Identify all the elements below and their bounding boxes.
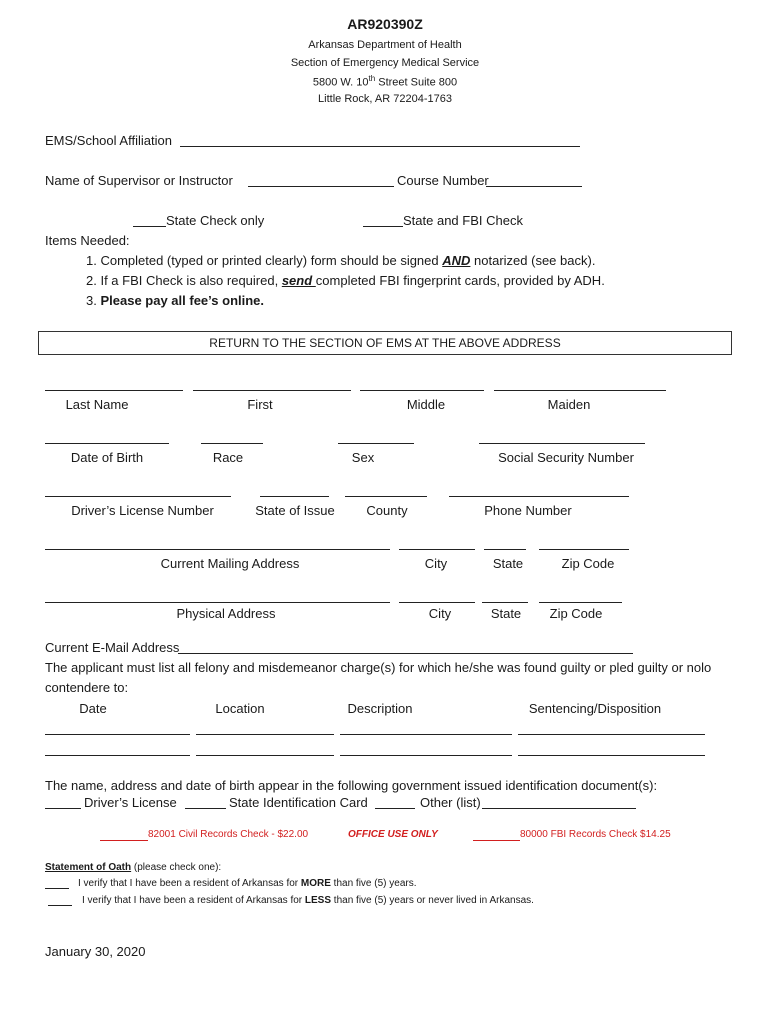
felony-sentencing-field-2[interactable] <box>518 755 705 756</box>
felony-col-sentencing: Sentencing/Disposition <box>528 701 662 716</box>
oath-check-note: (please check one): <box>131 862 222 873</box>
oath-more-text <box>78 878 417 889</box>
oath-more-post: than five (5) years. <box>330 878 417 889</box>
item-1-pre: 1. Completed (typed or printed clearly) form should be signed <box>86 253 443 268</box>
oath-less-text <box>82 895 534 906</box>
mailing-state-field[interactable] <box>484 549 526 550</box>
dob-label: Date of Birth <box>70 450 144 465</box>
affiliation-field[interactable] <box>180 146 580 147</box>
supervisor-field[interactable] <box>248 186 394 187</box>
item-3 <box>86 293 264 308</box>
mailing-address-label: Current Mailing Address <box>160 556 300 571</box>
sex-field[interactable] <box>338 443 414 444</box>
oath-more-emphasis: MORE <box>300 878 331 889</box>
street-address-pre: 5800 W. 10 <box>312 76 369 89</box>
last-name-label: Last Name <box>65 397 129 412</box>
first-name-field[interactable] <box>193 390 351 391</box>
state-fbi-check-label: State and FBI Check <box>403 213 523 228</box>
civil-check-blank[interactable] <box>100 840 148 841</box>
other-id-label: Other (list) <box>420 795 481 810</box>
civil-records-check: 82001 Civil Records Check - $22.00 <box>148 829 309 840</box>
affiliation-label: EMS/School Affiliation <box>45 133 172 148</box>
physical-state-label: State <box>490 606 522 621</box>
email-field[interactable] <box>178 653 633 654</box>
oath-title: Statement of Oath <box>45 862 132 873</box>
item-2-emphasis: send <box>281 273 316 288</box>
dob-field[interactable] <box>45 443 169 444</box>
dl-id-label: Driver’s License <box>84 795 177 810</box>
ssn-field[interactable] <box>479 443 645 444</box>
felony-location-field-2[interactable] <box>196 755 334 756</box>
physical-zip-label: Zip Code <box>549 606 603 621</box>
state-fbi-check-blank[interactable] <box>363 226 403 227</box>
state-check-blank[interactable] <box>133 226 166 227</box>
felony-location-field-1[interactable] <box>196 734 334 735</box>
street-address <box>0 74 770 89</box>
felony-col-date: Date <box>79 701 107 716</box>
county-field[interactable] <box>345 496 427 497</box>
city-address: Little Rock, AR 72204-1763 <box>318 93 452 105</box>
physical-state-field[interactable] <box>482 602 528 603</box>
email-label: Current E-Mail Address <box>45 640 180 655</box>
physical-address-label: Physical Address <box>176 606 276 621</box>
supervisor-label: Name of Supervisor or Instructor <box>45 173 233 188</box>
oath-heading <box>45 862 221 873</box>
felony-description-field-2[interactable] <box>340 755 512 756</box>
phone-field[interactable] <box>449 496 629 497</box>
mailing-city-field[interactable] <box>399 549 475 550</box>
sex-label: Sex <box>351 450 375 465</box>
county-label: County <box>366 503 408 518</box>
physical-city-label: City <box>428 606 452 621</box>
felony-text-line-2: contendere to: <box>45 680 129 695</box>
physical-city-field[interactable] <box>399 602 475 603</box>
physical-zip-field[interactable] <box>539 602 622 603</box>
felony-col-description: Description <box>347 701 413 716</box>
state-of-issue-label: State of Issue <box>255 503 335 518</box>
form-id: AR920390Z <box>347 16 423 32</box>
mailing-address-field[interactable] <box>45 549 390 550</box>
street-address-post: Street Suite 800 <box>375 76 458 89</box>
oath-less-blank[interactable] <box>48 905 72 906</box>
item-3-text: Please pay all fee’s online. <box>100 293 265 308</box>
item-3-num: 3. <box>86 293 101 308</box>
race-label: Race <box>212 450 244 465</box>
item-1-emphasis: AND <box>442 253 471 268</box>
first-name-label: First <box>247 397 273 412</box>
course-number-field[interactable] <box>486 186 582 187</box>
felony-date-field-2[interactable] <box>45 755 190 756</box>
item-1 <box>86 253 595 268</box>
mailing-zip-field[interactable] <box>539 549 629 550</box>
item-2-post: completed FBI fingerprint cards, provided by ADH. <box>315 273 605 288</box>
item-2 <box>86 273 605 288</box>
other-id-field[interactable] <box>482 808 636 809</box>
fbi-check-blank[interactable] <box>473 840 520 841</box>
section-name: Section of Emergency Medical Service <box>290 57 480 69</box>
physical-address-field[interactable] <box>45 602 390 603</box>
oath-less-pre: I verify that I have been a resident of Arkansas for <box>82 895 305 906</box>
state-id-label: State Identification Card <box>229 795 368 810</box>
felony-sentencing-field-1[interactable] <box>518 734 705 735</box>
mailing-city-label: City <box>424 556 448 571</box>
felony-text-line-1: The applicant must list all felony and misdemeanor charge(s) for which he/she was found guilty or pled guilty or nolo <box>45 660 712 675</box>
dl-number-label: Driver’s License Number <box>71 503 214 518</box>
footer-date: January 30, 2020 <box>45 944 146 959</box>
oath-more-blank[interactable] <box>45 888 69 889</box>
felony-date-field-1[interactable] <box>45 734 190 735</box>
race-field[interactable] <box>201 443 263 444</box>
other-id-blank[interactable] <box>375 808 415 809</box>
middle-name-label: Middle <box>406 397 446 412</box>
street-address-sup: th <box>368 74 376 83</box>
ssn-label: Social Security Number <box>498 450 634 465</box>
oath-less-post: than five (5) years or never lived in Arkansas. <box>331 895 534 906</box>
dl-id-blank[interactable] <box>45 808 81 809</box>
org-name: Arkansas Department of Health <box>308 39 462 51</box>
items-needed-title: Items Needed: <box>45 233 130 248</box>
oath-less-emphasis: LESS <box>304 895 332 906</box>
state-of-issue-field[interactable] <box>260 496 329 497</box>
item-2-pre: 2. If a FBI Check is also required, <box>86 273 282 288</box>
course-number-label: Course Number <box>397 173 489 188</box>
identification-text: The name, address and date of birth appear in the following government issued identification document(s): <box>45 778 658 793</box>
mailing-zip-label: Zip Code <box>561 556 615 571</box>
dl-number-field[interactable] <box>45 496 231 497</box>
fbi-records-check: 80000 FBI Records Check $14.25 <box>520 829 671 840</box>
oath-more-pre: I verify that I have been a resident of Arkansas for <box>78 878 301 889</box>
state-check-label: State Check only <box>166 213 265 228</box>
maiden-name-field[interactable] <box>494 390 666 391</box>
state-id-blank[interactable] <box>185 808 226 809</box>
phone-label: Phone Number <box>484 503 572 518</box>
return-address-box: RETURN TO THE SECTION OF EMS AT THE ABOVE ADDRESS <box>38 331 732 355</box>
office-use-only: OFFICE USE ONLY <box>348 829 438 840</box>
maiden-name-label: Maiden <box>547 397 591 412</box>
felony-description-field-1[interactable] <box>340 734 512 735</box>
last-name-field[interactable] <box>45 390 183 391</box>
middle-name-field[interactable] <box>360 390 484 391</box>
mailing-state-label: State <box>492 556 524 571</box>
item-1-post: notarized (see back). <box>470 253 596 268</box>
felony-col-location: Location <box>215 701 265 716</box>
